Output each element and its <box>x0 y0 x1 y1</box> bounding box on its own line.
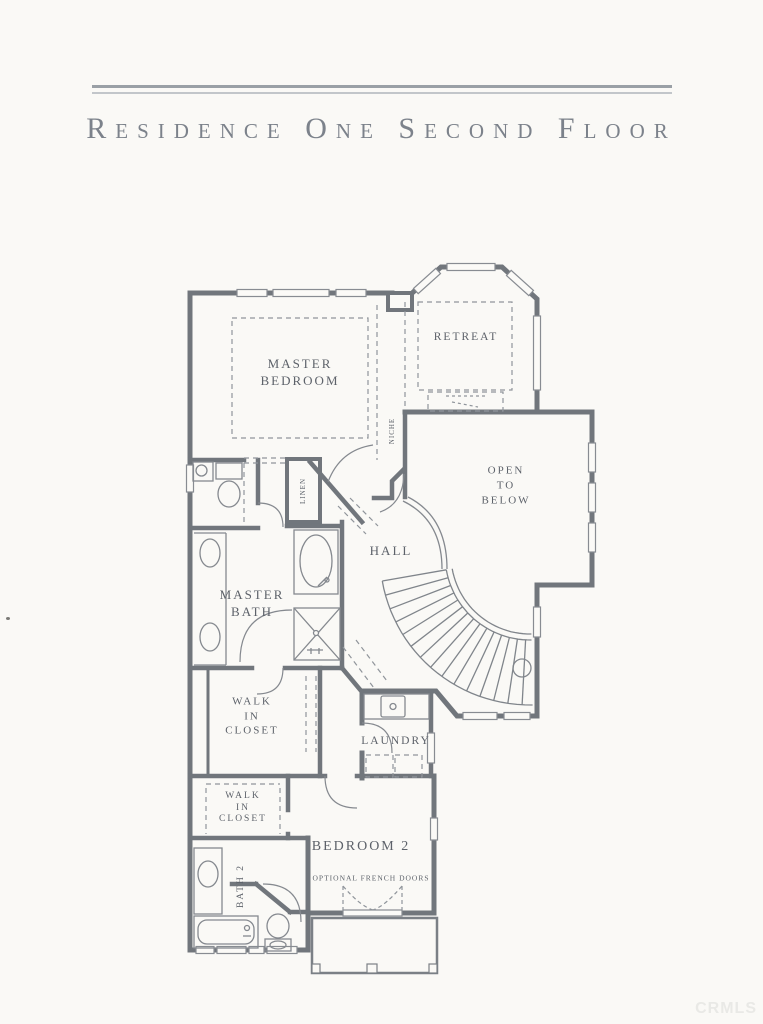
window-icon <box>336 290 366 297</box>
media-niche-outline <box>428 392 503 411</box>
door-arc <box>325 776 357 808</box>
door-arc <box>362 723 392 753</box>
stair-line <box>446 570 531 640</box>
window-icon <box>431 818 438 840</box>
stair-line <box>467 632 495 691</box>
room-label-walk-in-closet-upper: WALK IN CLOSET <box>225 695 279 737</box>
french-door-opening-icon <box>343 910 402 916</box>
window-icon <box>463 713 497 720</box>
dashed-outlines <box>206 302 512 910</box>
washer-dryer-space <box>366 755 422 777</box>
carpet-outline-retreat <box>418 302 512 390</box>
bay-window-icon <box>447 264 495 271</box>
stair-newel-post <box>513 659 531 677</box>
french-doors-outline <box>343 886 402 910</box>
window-icon <box>237 290 267 297</box>
stair-line <box>522 640 526 705</box>
room-label-retreat: RETREAT <box>433 331 499 343</box>
door-arc <box>258 503 283 527</box>
window-icon <box>589 483 596 512</box>
master-vanity-sink-fixture <box>194 533 226 665</box>
room-label-walk-in-closet-lower: WALK IN CLOSET <box>219 790 267 824</box>
window-icon <box>504 713 530 720</box>
window-icon <box>534 316 541 390</box>
room-label-master-bedroom: MASTER BEDROOM <box>260 356 340 388</box>
deck-post <box>429 964 437 973</box>
staircase <box>382 569 532 705</box>
closet-shelving-dashes <box>306 676 316 752</box>
room-label-bath-2: BATH 2 <box>236 864 246 908</box>
stair-line <box>480 635 502 696</box>
carpet-outline-master-bedroom <box>232 318 368 438</box>
balcony-deck <box>312 918 437 973</box>
stair-line <box>382 570 446 581</box>
stair-line <box>390 586 451 609</box>
water-closet-toilet-fixture <box>193 462 242 507</box>
room-label-bedroom-2: BEDROOM 2 <box>311 839 411 854</box>
label-optional-french-doors: OPTIONAL FRENCH DOORS <box>312 873 430 883</box>
room-label-niche: NICHE <box>388 417 396 445</box>
room-label-hall: HALL <box>369 543 413 558</box>
crmls-watermark: CRMLS <box>695 1000 757 1017</box>
niche-corridor-dashes <box>377 302 405 460</box>
window-icon <box>589 523 596 552</box>
deck-post <box>367 964 377 973</box>
bay-window-icon <box>507 270 534 295</box>
bathtub-fixture <box>294 530 338 594</box>
shower-door-arc <box>240 610 292 662</box>
deck-post <box>312 964 320 973</box>
door-arc <box>257 668 283 694</box>
room-label-open-to-below: OPEN TO BELOW <box>481 464 531 507</box>
closet-shelving-dashes <box>206 784 280 834</box>
stair-line <box>508 639 518 703</box>
shower-fixture <box>294 608 340 660</box>
bath2-vanity-sink-fixture <box>194 848 222 914</box>
bay-window-icon <box>414 268 441 293</box>
room-label-laundry: LAUNDRY <box>361 735 431 747</box>
stair-line <box>494 638 510 701</box>
page-title: Residence One Second Floor <box>86 112 677 145</box>
window-icon <box>534 607 541 637</box>
door-opening-icon <box>428 733 435 763</box>
bath2-toilet-fixture <box>265 914 291 951</box>
stair-line <box>452 569 531 634</box>
room-label-linen: LINEN <box>299 478 307 504</box>
room-label-master-bath: MASTER BATH <box>219 587 285 619</box>
window-icon <box>589 443 596 472</box>
art-niche-bump <box>388 293 412 310</box>
stair-line <box>386 578 449 595</box>
hall-dashes <box>343 640 387 688</box>
double-door-arc <box>328 445 373 482</box>
window-icon <box>273 290 329 297</box>
bath2-bathtub-fixture <box>194 916 258 948</box>
laundry-counter-sink-fixture <box>364 694 429 719</box>
open-to-below-railing <box>403 497 447 569</box>
